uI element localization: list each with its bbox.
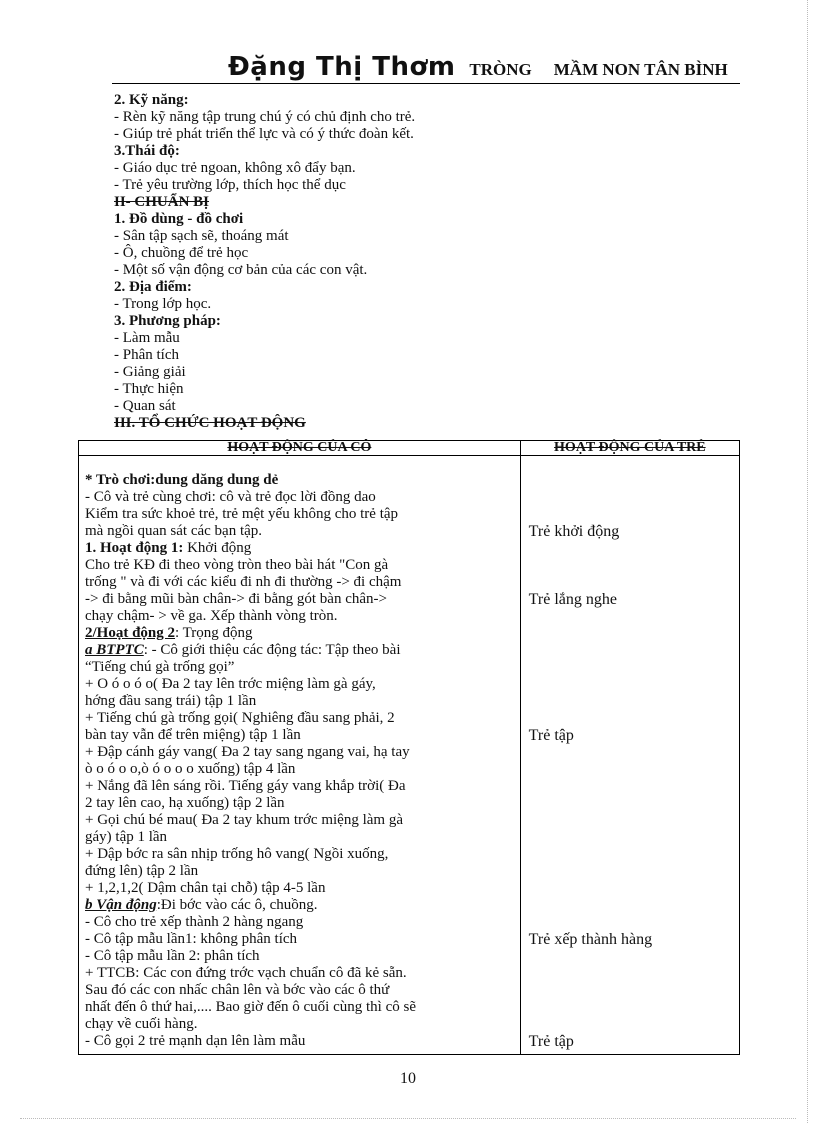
teacher-activity-line: gáy) tập 1 lần <box>85 829 168 845</box>
teacher-activity-line: Cho trẻ KĐ đi theo vòng tròn theo bài hát "Con gà <box>85 557 389 573</box>
teacher-activity-line: - Cô gọi 2 trẻ mạnh dạn lên làm mẫu <box>85 1033 306 1049</box>
teacher-activity-line: hớng đầu sang trái) tập 1 lần <box>85 693 257 709</box>
content-line: - Giảng giải <box>114 364 186 380</box>
content-line: - Trong lớp học. <box>114 296 212 312</box>
teacher-activities-cell <box>79 456 521 1055</box>
subsection-heading: 3.Thái độ: <box>114 143 180 159</box>
teacher-activity-line: - Cô tập mẫu lần 2: phân tích <box>85 948 260 964</box>
teacher-activity-line: Kiểm tra sức khoẻ trẻ, trẻ mệt yếu không cho trẻ tập <box>85 506 399 522</box>
teacher-activity-line: chạy chậm- > về ga. Xếp thành vòng tròn. <box>85 608 338 624</box>
page-edge-right <box>807 0 808 1123</box>
teacher-activity-line: mà ngồi quan sát các bạn tập. <box>85 523 263 539</box>
teacher-activity-line: - Cô cho trẻ xếp thành 2 hàng ngang <box>85 914 304 930</box>
teacher-activity-line: “Tiếng chú gà trống gọi” <box>85 659 235 675</box>
section-heading: III. TỔ CHỨC HOẠT ĐỘNG <box>114 415 306 431</box>
teacher-activity-line: + Gọi chú bé mau( Đa 2 tay khum trớc miệng làm gà <box>85 812 403 828</box>
teacher-activity-line: Sau đó các con nhấc chân lên và bớc vào các ô thứ <box>85 982 390 998</box>
subsection-heading: 3. Phương pháp: <box>114 313 221 329</box>
header-rule <box>112 83 740 84</box>
table-body-row <box>79 456 740 1055</box>
teacher-activity-line: 2/Hoạt động 2: Trọng động <box>85 625 253 641</box>
teacher-activity-line: ò o ó o o,ò ó o o o xuống) tập 4 lần <box>85 761 296 777</box>
content-line: - Quan sát <box>114 398 176 414</box>
teacher-activity-line: nhất đến ô thứ hai,.... Bao giờ đến ô cuối cùng thì cô sẽ <box>85 999 416 1015</box>
content-line: - Ô, chuồng để trẻ học <box>114 245 249 261</box>
subsection-heading: 1. Đồ dùng - đồ chơi <box>114 211 244 227</box>
teacher-name: Đặng Thị Thơm <box>228 52 456 82</box>
content-line: - Rèn kỹ năng tập trung chú ý có chủ định cho trẻ. <box>114 109 416 125</box>
teacher-activity-line: - Cô tập mẫu lần1: không phân tích <box>85 931 298 947</box>
child-activity-note: Trẻ xếp thành hàng <box>528 931 653 948</box>
page-edge-bottom <box>20 1118 796 1119</box>
teacher-activity-line: đứng lên) tập 2 lần <box>85 863 199 879</box>
child-activity-note: Trẻ khởi động <box>528 523 620 540</box>
content-line: - Giáo dục trẻ ngoan, không xô đẩy bạn. <box>114 160 356 176</box>
teacher-activity-line: trống " và đi với các kiểu đi nh đi thường -> đi chậm <box>85 574 402 590</box>
child-activity-note: Trẻ tập <box>528 1033 574 1050</box>
page-header <box>228 52 728 82</box>
teacher-activity-line: + Dập bớc ra sân nhịp trống hô vang( Ngồi xuống, <box>85 846 389 862</box>
teacher-activity-line: chạy về cuối hàng. <box>85 1016 198 1032</box>
teacher-activity-line: -> đi bằng mũi bàn chân-> đi bằng gót bàn chân-> <box>85 591 387 607</box>
child-activity-note: Trẻ tập <box>528 727 574 744</box>
school-name-part-1: TRÒNG <box>469 60 532 79</box>
teacher-activity-line: + O ó o ó o( Đa 2 tay lên trớc miệng làm gà gáy, <box>85 676 376 692</box>
child-activity-note: Trẻ lắng nghe <box>528 591 617 608</box>
content-line: - Trẻ yêu trường lớp, thích học thể dục <box>114 177 346 193</box>
content-line: - Giúp trẻ phát triển thể lực và có ý thức đoàn kết. <box>114 126 414 142</box>
table-header-row <box>79 441 740 456</box>
section-heading: II- CHUẨN BỊ <box>114 194 210 210</box>
content-line: - Làm mẫu <box>114 330 180 346</box>
teacher-activity-line: + Đập cánh gáy vang( Đa 2 tay sang ngang vai, hạ tay <box>85 744 410 760</box>
child-activities-cell <box>520 456 739 1055</box>
teacher-activity-line: b Vận động:Đi bớc vào các ô, chuồng. <box>85 897 318 913</box>
teacher-activity-line: a BTPTC: - Cô giới thiệu các động tác: Tập theo bài <box>85 642 401 658</box>
activity-table <box>78 440 740 1055</box>
content-line: - Phân tích <box>114 347 179 363</box>
teacher-activity-line: + Nắng đã lên sáng rồi. Tiếng gáy vang khắp trời( Đa <box>85 778 406 794</box>
teacher-activity-line: 2 tay lên cao, hạ xuống) tập 2 lần <box>85 795 285 811</box>
content-line: - Thực hiện <box>114 381 184 397</box>
col-header-child: HOẠT ĐỘNG CỦA TRẺ <box>520 441 739 456</box>
content-line: - Sân tập sạch sẽ, thoáng mát <box>114 228 289 244</box>
teacher-activity-line: bàn tay vẫn để trên miệng) tập 1 lần <box>85 727 301 743</box>
teacher-activity-line: + TTCB: Các con đứng trớc vạch chuẩn cô đã kẻ sẵn. <box>85 965 407 981</box>
teacher-activity-line: + Tiếng chú gà trống gọi( Nghiêng đầu sang phải, 2 <box>85 710 395 726</box>
school-name-part-2: MẦM NON TÂN BÌNH <box>553 60 728 79</box>
subsection-heading: 2. Kỹ năng: <box>114 92 189 108</box>
teacher-activity-line: + 1,2,1,2( Dậm chân tại chỗ) tập 4-5 lần <box>85 880 326 896</box>
col-header-teacher: HOẠT ĐỘNG CỦA CÔ <box>79 441 521 456</box>
teacher-activity-line: 1. Hoạt động 1: Khởi động <box>85 540 252 556</box>
subsection-heading: 2. Địa điểm: <box>114 279 192 295</box>
teacher-activity-line: - Cô và trẻ cùng chơi: cô và trẻ đọc lời đồng dao <box>85 489 376 505</box>
page-number: 10 <box>400 1070 416 1087</box>
content-line: - Một số vận động cơ bản của các con vật. <box>114 262 368 278</box>
lesson-content <box>114 92 754 432</box>
teacher-activity-line: * Trò chơi:dung dăng dung dẻ <box>85 472 279 488</box>
